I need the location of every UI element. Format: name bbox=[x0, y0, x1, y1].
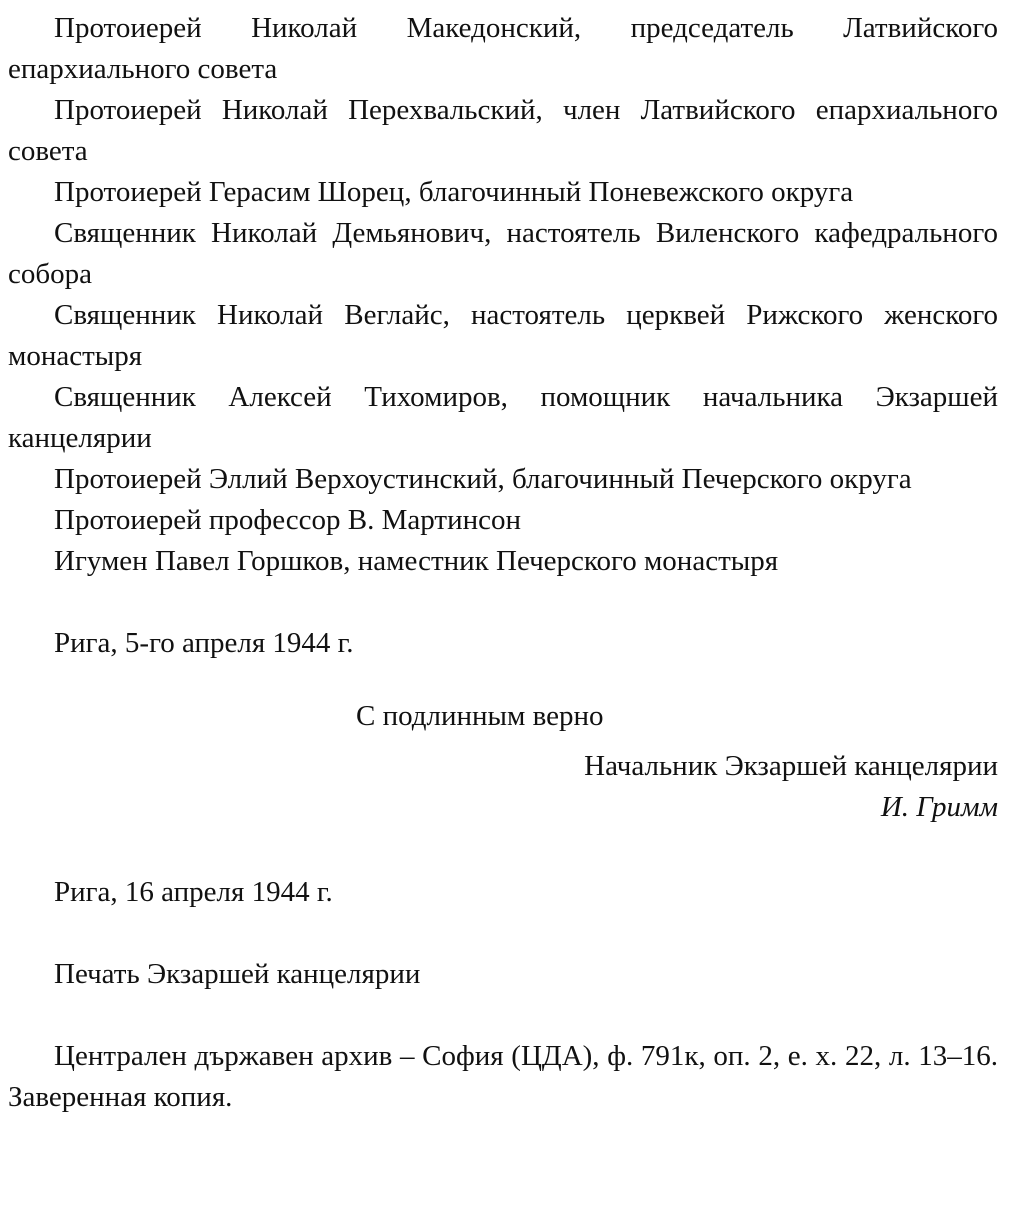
signatory-entry: Игумен Павел Горшков, наместник Печерского монастыря bbox=[54, 545, 779, 577]
date-signed: Рига, 5-го апреля 1944 г. bbox=[54, 627, 354, 659]
signatory-entry: Протоиерей профессор В. Мартинсон bbox=[54, 504, 522, 536]
signatory-entry: Священник Николай Демьянович, настоятель Виленского кафедрального собора bbox=[8, 217, 998, 290]
signatory-entry: Священник Николай Веглайс, настоятель церквей Рижского женского монастыря bbox=[8, 299, 998, 372]
signatory-entry: Протоиерей Николай Перехвальский, член Латвийского епархиального совета bbox=[8, 94, 998, 167]
signatory-entry: Протоиерей Николай Македонский, председатель Латвийского епархиального совета bbox=[8, 12, 998, 85]
certification-statement: С подлинным верно bbox=[356, 700, 604, 732]
seal-note: Печать Экзаршей канцелярии bbox=[54, 958, 421, 990]
signatories-list bbox=[8, 8, 998, 582]
date-certified: Рига, 16 апреля 1944 г. bbox=[54, 876, 333, 908]
document-page bbox=[8, 8, 998, 1118]
signatory-entry: Священник Алексей Тихомиров, помощник начальника Экзаршей канцелярии bbox=[8, 381, 998, 454]
signatory-entry: Протоиерей Герасим Шорец, благочинный Поневежского округа bbox=[54, 176, 854, 208]
certifier-title: Начальник Экзаршей канцелярии bbox=[584, 750, 998, 782]
certifier-name: И. Гримм bbox=[880, 791, 998, 823]
source-note: Централен държавен архив – София (ЦДА), ф. 791к, оп. 2, е. х. 22, л. 13–16. Заверенная копия. bbox=[8, 1040, 998, 1113]
signatory-entry: Протоиерей Эллий Верхоустинский, благочинный Печерского округа bbox=[54, 463, 912, 495]
